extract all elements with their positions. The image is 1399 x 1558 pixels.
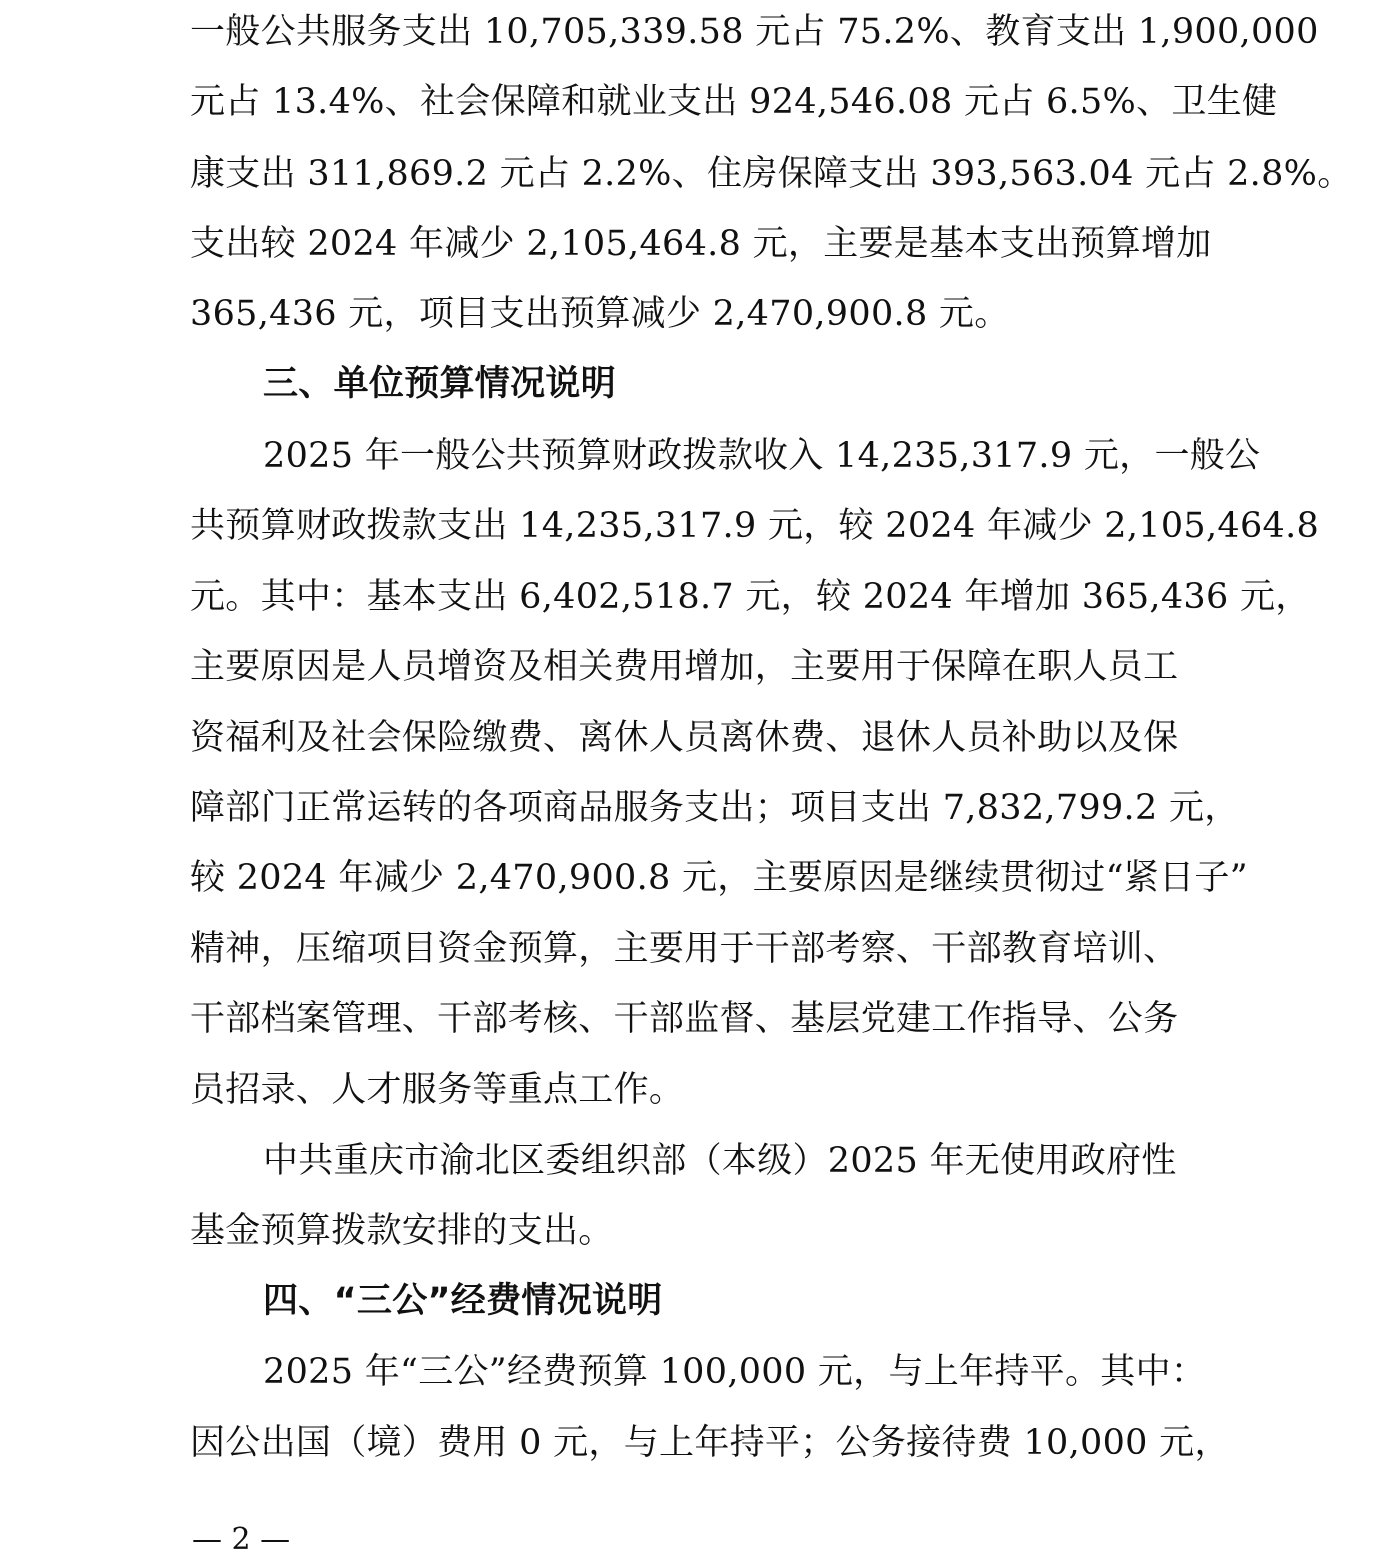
body-text-line: 精神，压缩项目资金预算，主要用于干部考察、干部教育培训、 (190, 929, 1179, 969)
body-text-line: 干部档案管理、干部考核、干部监督、基层党建工作指导、公务 (190, 999, 1179, 1039)
body-text-line: 2025 年一般公共预算财政拨款收入 14,235,317.9 元，一般公 (263, 436, 1261, 476)
body-text-line: 员招录、人才服务等重点工作。 (190, 1070, 685, 1110)
body-text-line: 元。其中：基本支出 6,402,518.7 元，较 2024 年增加 365,436 元， (190, 577, 1311, 617)
body-text-line: 较 2024 年减少 2,470,900.8 元，主要原因是继续贯彻过“紧日子” (190, 858, 1248, 898)
section-heading-unit-budget: 三、单位预算情况说明 (263, 364, 617, 404)
body-text-line: 康支出 311,869.2 元占 2.2%、住房保障支出 393,563.04 元占 2.8%。 (190, 154, 1353, 194)
body-text-line: 支出较 2024 年减少 2,105,464.8 元，主要是基本支出预算增加 (190, 224, 1212, 264)
body-text-line: 基金预算拨款安排的支出。 (190, 1211, 614, 1251)
body-text-line: 元占 13.4%、社会保障和就业支出 924,546.08 元占 6.5%、卫生健 (190, 82, 1278, 122)
page-number: — 2 — (192, 1522, 291, 1557)
body-text-line: 2025 年“三公”经费预算 100,000 元，与上年持平。其中： (263, 1352, 1207, 1392)
body-text-line: 365,436 元，项目支出预算减少 2,470,900.8 元。 (190, 294, 1010, 334)
body-text-line: 一般公共服务支出 10,705,339.58 元占 75.2%、教育支出 1,900,000 (190, 12, 1319, 52)
body-text-line: 中共重庆市渝北区委组织部（本级）2025 年无使用政府性 (263, 1141, 1177, 1181)
body-text-line: 共预算财政拨款支出 14,235,317.9 元，较 2024 年减少 2,105,464.8 (190, 506, 1320, 546)
body-text-line: 资福利及社会保险缴费、离休人员离休费、退休人员补助以及保 (190, 718, 1179, 758)
section-heading-three-public-expenses: 四、“三公”经费情况说明 (263, 1281, 663, 1321)
body-text-line: 主要原因是人员增资及相关费用增加，主要用于保障在职人员工 (190, 647, 1179, 687)
body-text-line: 障部门正常运转的各项商品服务支出；项目支出 7,832,799.2 元， (190, 788, 1240, 828)
body-text-line: 因公出国（境）费用 0 元，与上年持平；公务接待费 10,000 元， (190, 1423, 1230, 1463)
